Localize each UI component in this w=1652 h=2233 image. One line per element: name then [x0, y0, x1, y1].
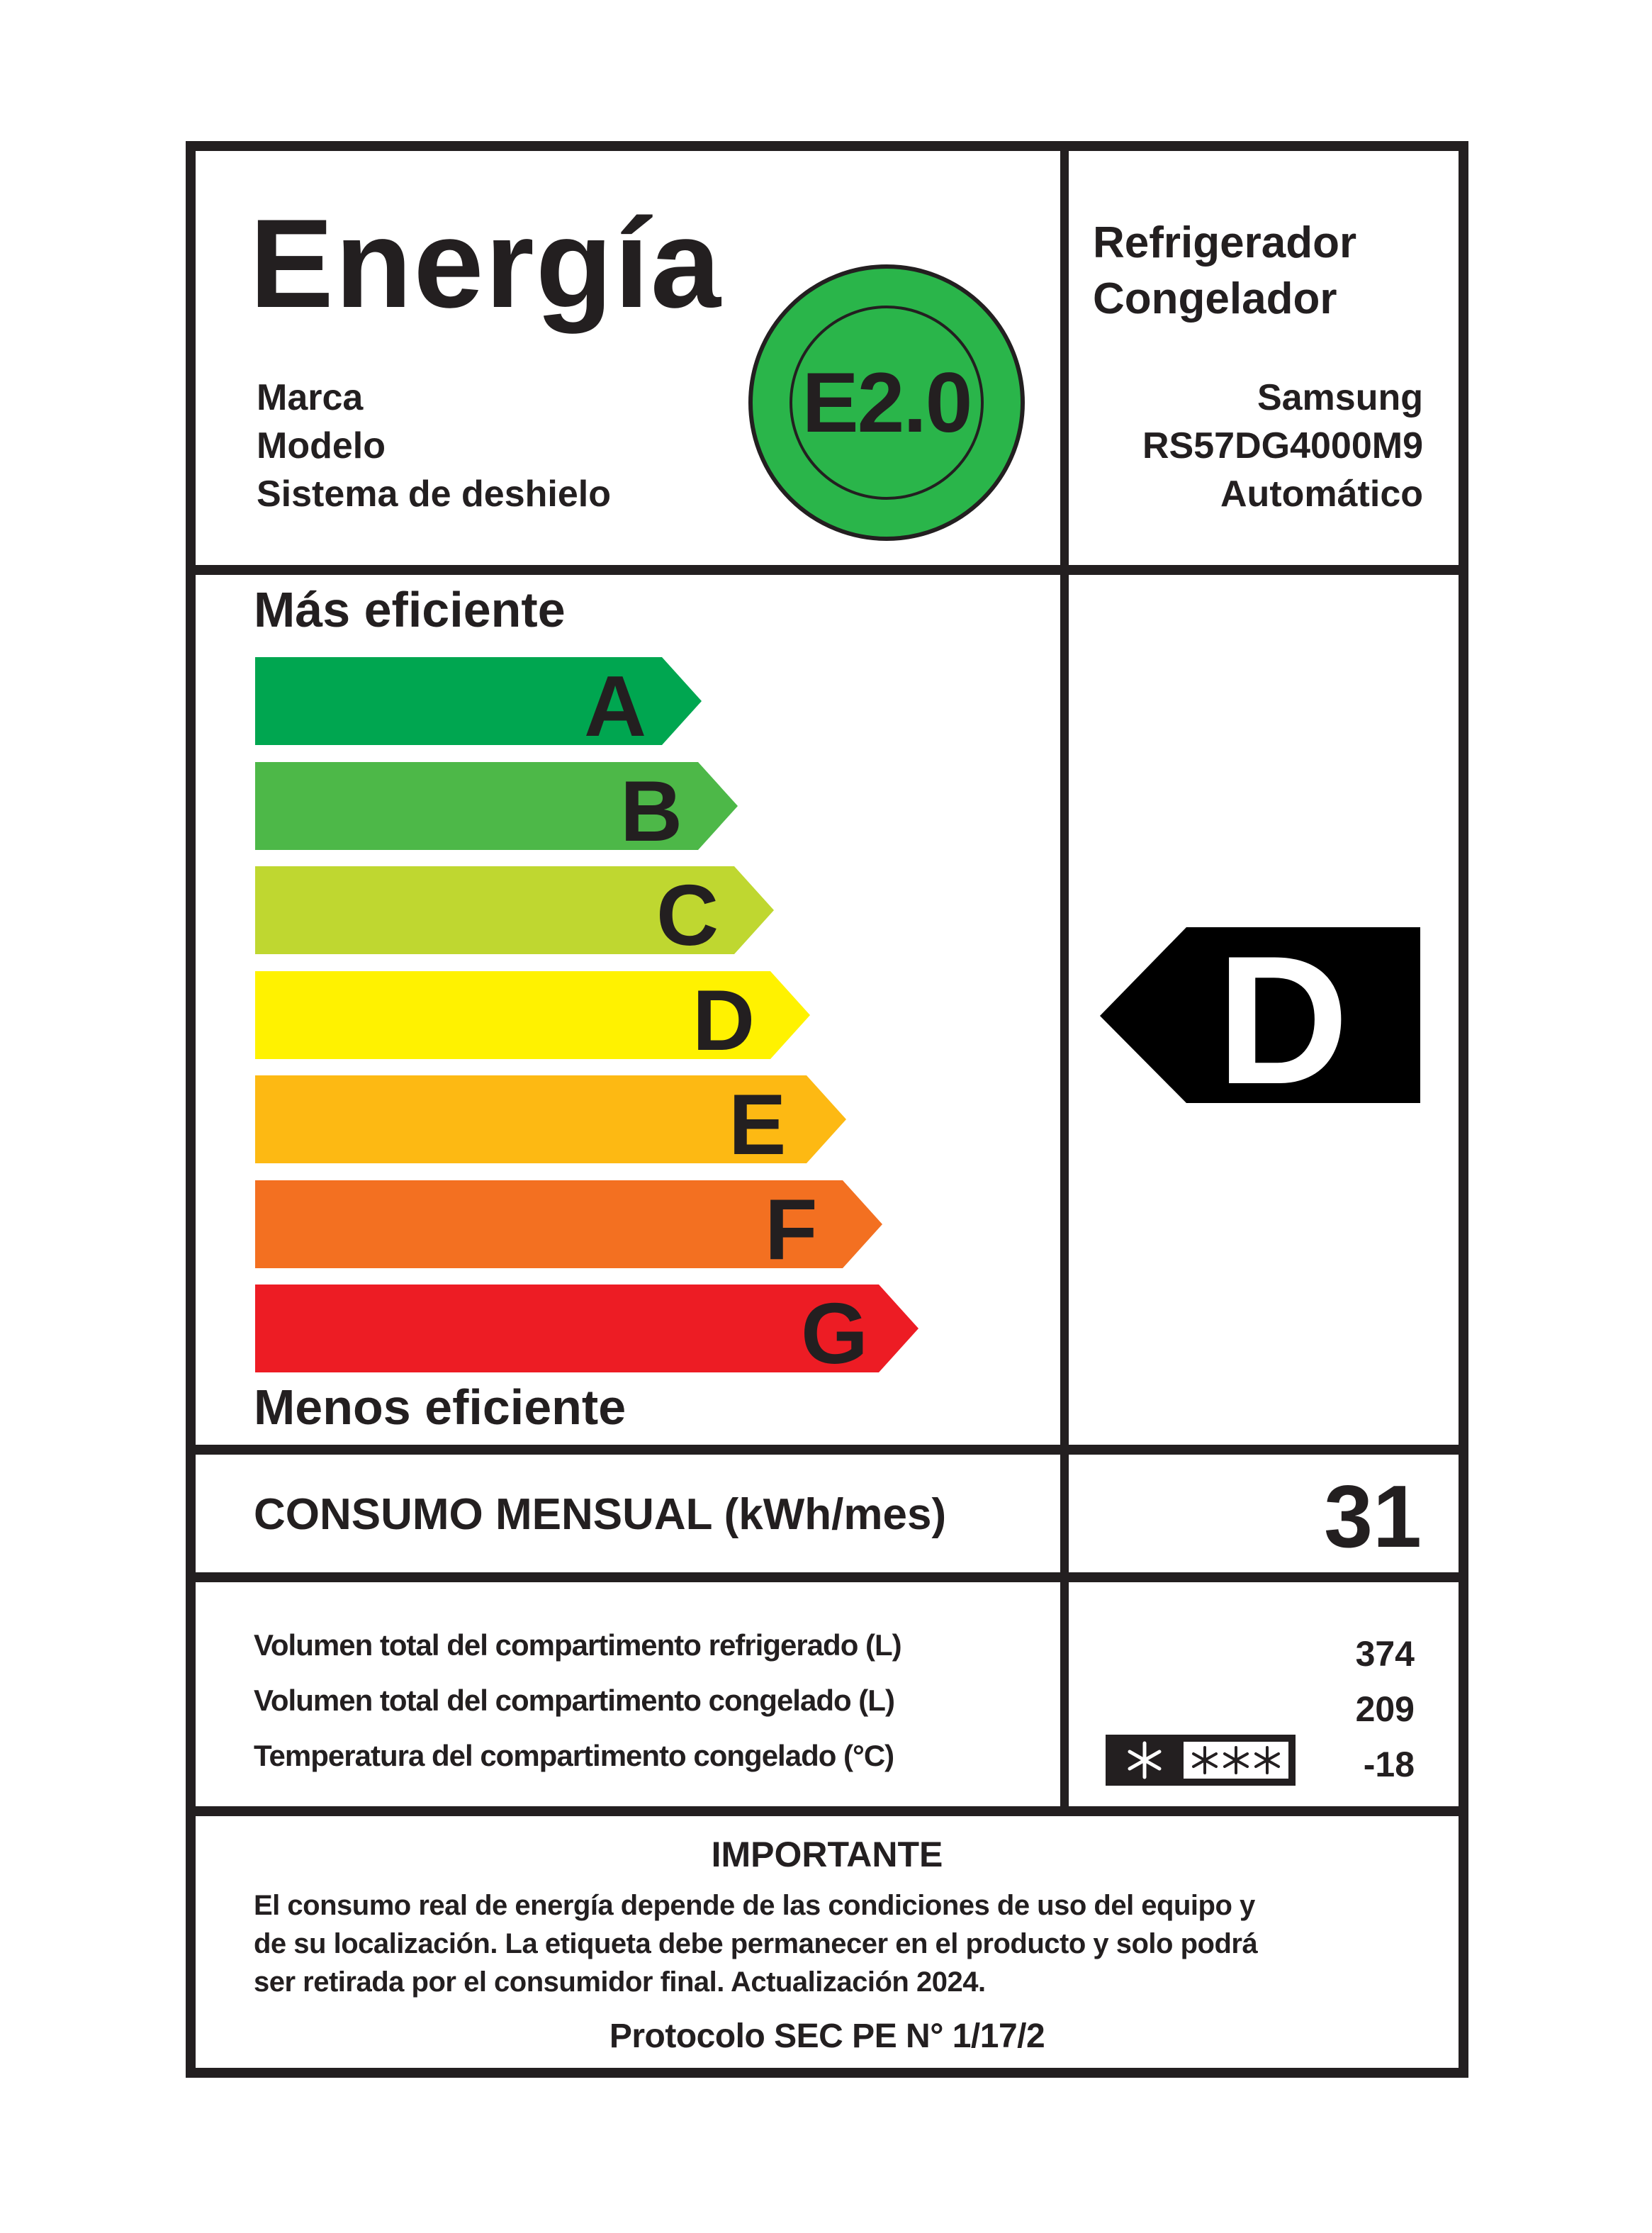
temperature-label-frozen: Temperatura del compartimento congelado (°C) — [254, 1739, 894, 1772]
important-line-3: ser retirada por el consumidor final. Actualización 2024. — [254, 1966, 986, 1998]
efficiency-bar-letter-f: F — [765, 1180, 818, 1277]
protocol-footer: Protocolo SEC PE N° 1/17/2 — [609, 2017, 1045, 2055]
field-label-model: Modelo — [257, 425, 386, 466]
important-line-2: de su localización. La etiqueta debe permanecer en el producto y solo podrá — [254, 1928, 1258, 1959]
monthly-consumption-value: 31 — [1324, 1468, 1422, 1566]
field-value-brand: Samsung — [1257, 377, 1423, 418]
field-value-defrost: Automático — [1220, 474, 1423, 515]
divider — [1060, 1455, 1069, 1572]
field-label-brand: Marca — [257, 377, 364, 418]
efficiency-bar-letter-g: G — [801, 1285, 868, 1382]
divider — [1060, 575, 1069, 1445]
appliance-line-2: Congelador — [1093, 274, 1337, 324]
three-star-box — [1184, 1742, 1288, 1779]
scale-bottom-label: Menos eficiente — [254, 1379, 626, 1435]
important-text — [254, 1886, 1331, 2001]
efficiency-bar-letter-a: A — [584, 658, 647, 754]
rating-letter: D — [1216, 927, 1349, 1104]
important-line-1: El consumo real de energía depende de las condiciones de uso del equipo y — [254, 1890, 1255, 1921]
efficiency-bar-letter-e: E — [729, 1076, 787, 1173]
divider — [196, 1806, 1459, 1816]
appliance-line-1: Refrigerador — [1093, 218, 1357, 267]
field-labels — [257, 379, 611, 524]
divider — [1060, 151, 1069, 565]
star-rating-icon — [1106, 1735, 1296, 1786]
snowflake-icon — [1106, 1735, 1184, 1786]
temperature-value-frozen: -18 — [1363, 1745, 1415, 1784]
field-label-defrost: Sistema de deshielo — [257, 474, 611, 515]
important-title: IMPORTANTE — [711, 1835, 943, 1874]
divider — [196, 565, 1459, 575]
scale-top-label: Más eficiente — [254, 582, 566, 637]
volume-values — [1356, 1636, 1415, 1802]
badge-text: E2.0 — [790, 306, 984, 500]
field-value-model: RS57DG4000M9 — [1142, 425, 1423, 466]
divider — [196, 1445, 1459, 1455]
rating-arrow — [1100, 927, 1426, 1104]
appliance-type — [1093, 215, 1356, 328]
energy-label — [186, 141, 1468, 2078]
field-values — [1142, 379, 1423, 524]
efficiency-bar-letter-b: B — [620, 762, 683, 859]
divider — [1060, 1582, 1069, 1806]
volume-label-refrigerated: Volumen total del compartimento refrigerado (L) — [254, 1628, 901, 1662]
volume-labels — [254, 1630, 901, 1796]
volume-label-frozen: Volumen total del compartimento congelado (L) — [254, 1684, 894, 1717]
monthly-consumption-label: CONSUMO MENSUAL (kWh/mes) — [254, 1490, 947, 1539]
volume-value-refrigerated: 374 — [1355, 1634, 1415, 1674]
divider — [196, 1572, 1459, 1582]
label-title: Energía — [249, 193, 722, 334]
volume-value-frozen: 209 — [1355, 1689, 1415, 1729]
three-stars-icon — [1184, 1742, 1288, 1779]
efficiency-bar-letter-c: C — [656, 867, 719, 963]
efficiency-standard-badge — [748, 264, 1025, 541]
efficiency-bar-letter-d: D — [692, 971, 755, 1068]
